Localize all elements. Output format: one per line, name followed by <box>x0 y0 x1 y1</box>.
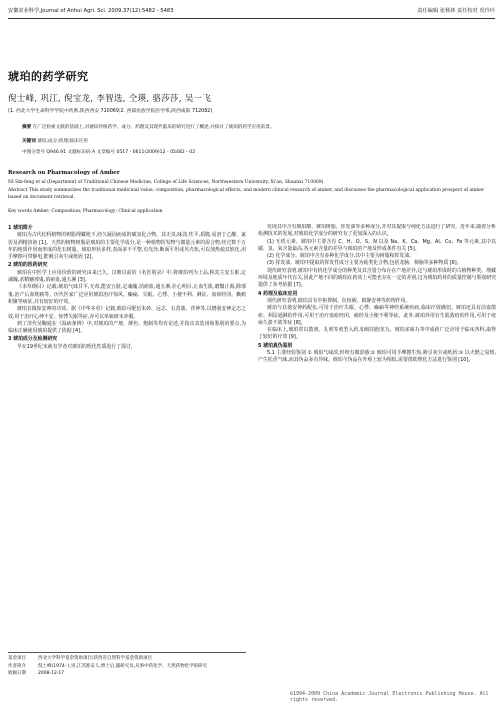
paragraph: 现代研究表明,琥珀具有中枢抑制、抗惊厥、镇静安神等药理作用。 <box>267 297 411 304</box>
article-title: 琥珀的药学研究 <box>8 70 89 83</box>
section-heading: 2 琥珀的医药研究 <box>8 262 48 269</box>
header-rule <box>8 18 495 19</box>
paragraph: 《本草纲目》记载:琥珀气味甘平,无毒,能安五脏,定魂魄,消瘀血,通五淋,壮心明目,止血生肌,磨翳止渴,除邪鬼,治产后血枕痛等。历代医家广泛应用琥珀治疗惊风、癫痫、失眠、心悸、小便不利、淋证、血瘀经闭、癥瘕积聚等病证,并有较好的疗效。 <box>8 284 246 305</box>
footnote <box>8 655 246 678</box>
keywords-text: 琥珀;成分;药理;临床应用 <box>37 139 88 144</box>
paragraph: 琥珀与其他安神药配伍,可用于治疗失眠、心悸、癫痫等神经系统疾病,临床疗效确切。琥珀还具有活血散瘀、利尿通淋的作用,可用于治疗血瘀经闭、痛经及小便不利等症。此外,琥珀外用有生肌敛疮的作用,可用于疮疡久溃不敛等症 [8]。 <box>258 305 496 326</box>
english-authors: NI Shi-feng et al (Department of Traditional Chinese Medicine, College of Life Sciences, Northwestern University, Xi'an, Shaanxi 710069) <box>8 180 324 185</box>
footnote-key: 收稿日期 <box>8 671 26 676</box>
footnote-row <box>8 655 246 663</box>
classification-line: 中图分类号 Q946.91 文献标识码 A 文章编号 0517 - 6611(2009)12 - 05482 - 02 <box>22 150 196 155</box>
paragraph: (1) 无机元素。琥珀中主要含有 C、H、O、S、N 以及 Na、K、Ca、Mg、Al、Cu、Fe 等元素,其中以碳、氢、氧含量最高,各元素含量的差异与琥珀的产地及形成条件有关 [5]。 <box>258 238 496 252</box>
paragraph: (3) 挥发油。琥珀中提取的挥发性成分主要为萜类化合物,包括龙脑、樟脑等多种物质 [6]。 <box>267 260 462 267</box>
english-keywords: Key words Amber; Composition; Pharmacology; Clinical application <box>8 209 163 214</box>
footnote-key: 基金项目 <box>8 656 26 661</box>
editor-credits: 责任编辑 张杨林 责任校对 况玲玲 <box>417 8 495 14</box>
paragraph: 早在19世纪末就有学者对琥珀的理化性质进行了探讨, <box>17 343 133 350</box>
keywords-label: 关键词 <box>22 139 36 144</box>
footnote-value: 西北大学科学基金资助项目;陕西省自然科学基金资助项目 <box>38 656 153 661</box>
paragraph: 发现其中含有琥珀酸、琥珀树脂、挥发油等多种成分,并对其提取与纯化方法进行了研究。近年来,随着分析检测技术的发展,对琥珀化学成分的研究有了更加深入的认识。 <box>258 224 496 238</box>
section-heading: 4 药理及临床应用 <box>258 290 298 297</box>
paragraph: 到了清代吴鞠通在《温病条辨》中,对琥珀的产地、颜色、炮制等均有论述,并指出其选用和鉴别的要点,为临床正确使用琥珀提供了依据 [4]。 <box>8 320 246 335</box>
section-heading: 5 琥珀真伪鉴别 <box>258 342 293 349</box>
footnote-key: 作者简介 <box>8 663 26 669</box>
footnote-row <box>8 663 246 671</box>
english-title: Research on Pharmacology of Amber <box>8 170 120 176</box>
english-abstract: Abstract This study summarizes the traditional medicinal value, composition, pharmacological effects, and modern clinical research of amber, and discusses the pharmacological application prospect of amber based on document retrieval. <box>8 188 485 200</box>
paragraph: 在临床上,琥珀常以散剂、丸剂等剂型入药,如琥珀抱龙丸、琥珀多寐丸等中成药广泛应用于临床各科,取得了较好的疗效 [9]。 <box>258 327 496 341</box>
paragraph: 5.1 主要经验鉴别 ① 琥珀气味淡,轻咬有微涩感;② 琥珀可用手摩擦生热,吸引灰尘或纸屑;③ 以火燃之易熔,产生松香气味,而其伪品多有异味。琥珀与伪品在外观上较为相似,需要借助理化方法进行鉴别 [10]。 <box>258 350 496 364</box>
journal-citation: 安徽农业科学,Journal of Anhui Agri. Sci. 2009,37(12):5482 - 5483 <box>8 8 174 14</box>
paragraph: (2) 化学成分。琥珀中含有多种化学成分,其中主要为树脂和挥发油。 <box>267 253 414 260</box>
abstract-cn <box>22 124 481 131</box>
section-heading: 1 琥珀简介 <box>8 225 33 231</box>
copyright-notice: ©1994-2009 China Academic Journal Electronic Publishing House. All rights reserved. <box>290 691 489 703</box>
right-column <box>258 224 496 365</box>
abstract-text: 在广泛检索文献的基础上,对琥珀传统药学、成分、药理及其现代临床的研究进行了概述,并探讨了琥珀的药学应用前景。 <box>32 125 275 130</box>
paragraph: 琥珀在中医学上应用价值的研究由来已久。汉朝以前的《名医别录》中,将琥珀列为上品,称其主安五脏,定魂魄,杀精魅邪鬼,消瘀血,通五淋 [3]。 <box>8 269 246 284</box>
paragraph: 现代研究表明,琥珀中有机化学成分的种类及其含量分布存在产地差异,这与琥珀形成时的古植物种类、埋藏环境及地质年代有关,因此产地不同的琥珀在药效上可能也存在一定的差别,这为琥珀药材的质量控制与鉴别研究提供了参考依据 [7]。 <box>258 267 496 289</box>
footnote-value: 2008-12-17 <box>38 671 65 676</box>
footnote-row <box>8 670 246 678</box>
author-list: 倪士峰, 巩江, 倪宝龙, 李智选, 仝瑛, 骆莎莎, 吴一飞 <box>8 94 212 104</box>
paragraph: 琥珀为古代松科植物的树脂埋藏地下,经久凝固而成的碳氢化合物。其无臭,味淡,性平,质脆,易溶于乙醚、氯仿及酒精溶液 [1]。天然的植物树脂是琥珀的主要化学成分,是一种植物挥发物与微量元素的混合物,经过数千万年的地质作用而形成的化石树脂。琥珀形状多样,表面多不平整,有光泽,断面平坦或贝壳状,可以加热使其软化,用手摩擦可带静电,能吸引灰尘或纸屑 [2]。 <box>8 232 246 261</box>
footnote-rule <box>8 652 246 653</box>
abstract-label: 摘要 <box>22 125 32 130</box>
paragraph: 琥珀有镇惊安神的功效。据《中华本草》记载,琥珀可配伍朱砂、远志、石菖蒲、茯神等,以增强安神定志之效,用于治疗心神不安、惊悸失眠等症,亦可以单味研末冲服。 <box>8 306 246 320</box>
left-column <box>8 224 246 351</box>
page-header <box>8 4 495 18</box>
section-heading: 3 琥珀成分及检测研究 <box>8 336 58 343</box>
footnote-value: 倪士峰(1974- ),男,江苏淮安人,博士后,副研究员,从事中药化学、天然药物化学的研究 <box>38 663 208 669</box>
keywords-cn <box>22 138 481 145</box>
affiliation: (1. 西北大学生命科学学院中药系,陕西西安 710069;2. 西部民族学院医学系,陕西咸阳 712082) <box>8 109 213 114</box>
